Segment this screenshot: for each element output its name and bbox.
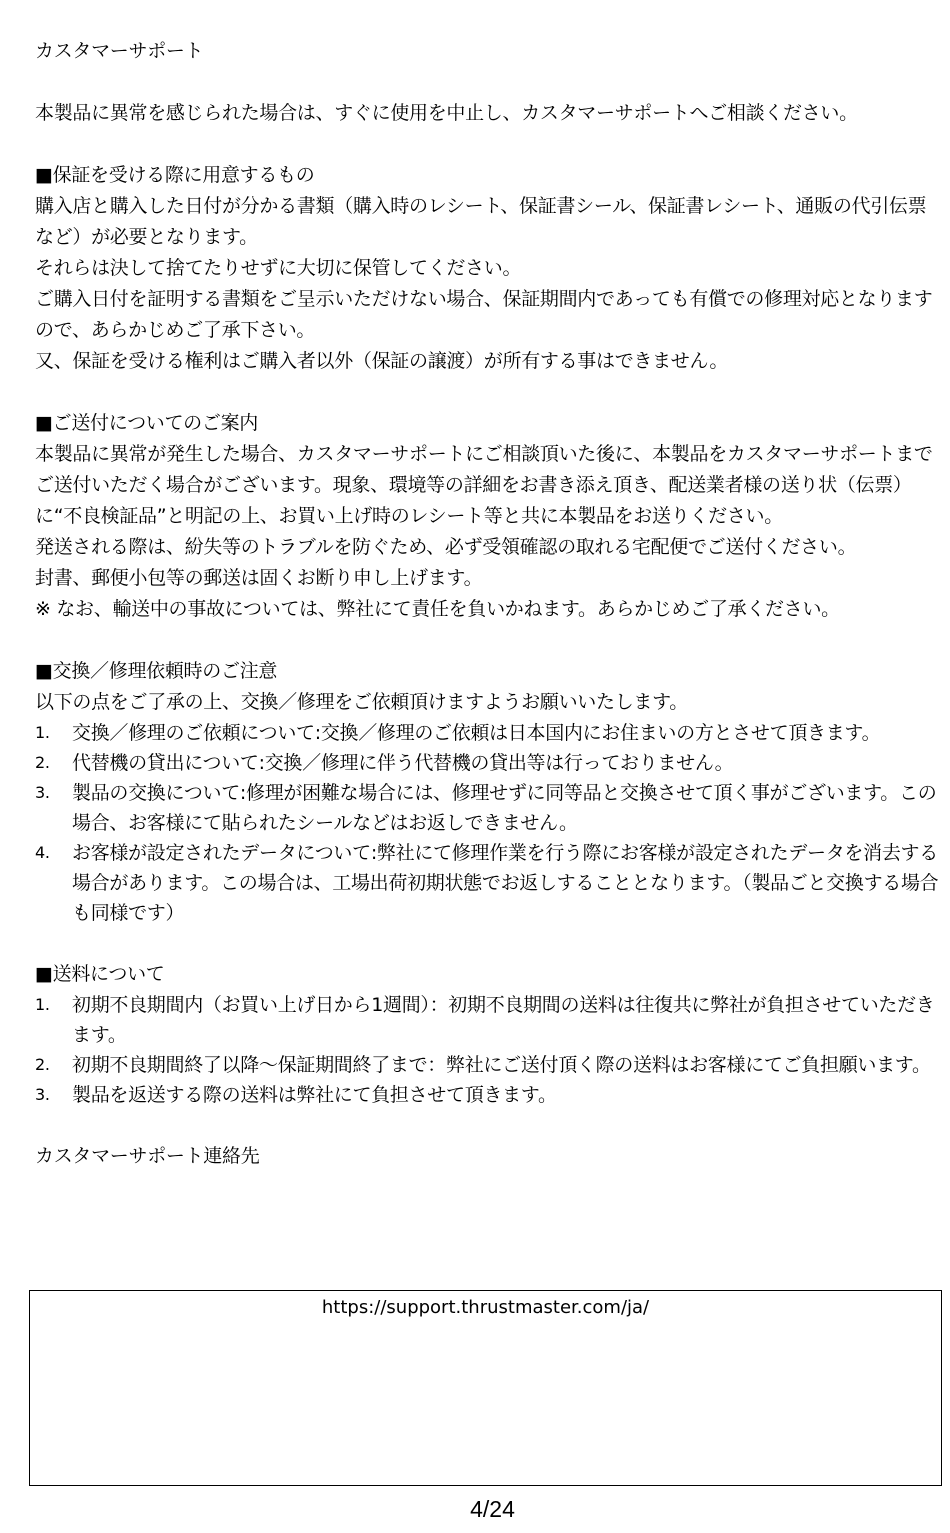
support-url-link[interactable]: https://support.thrustmaster.com/ja/ [321, 1297, 650, 1318]
exchange-intro: 以下の点をご了承の上、交換／修理をご依頼頂けますようお願いいたします。 [35, 691, 688, 713]
page-number: 4/24 [470, 1496, 515, 1522]
spacer [35, 129, 940, 160]
list-number: 2. [35, 753, 50, 772]
shipping-paragraph: 封書、郵便小包等の郵送は固くお断り申し上げます。 [35, 567, 483, 589]
contact-box [29, 1290, 942, 1486]
list-text: お客様が設定されたデータについて:弊社にて修理作業を行う際にお客様が設定されたデータを消去する場合があります。この場合は、工場出荷初期状態でお返しすることとなります。（製品ごと交換する場合も同様です） [72, 842, 939, 924]
spacer [35, 1110, 940, 1141]
shipping-paragraph: 本製品に異常が発生した場合、カスタマーサポートにご相談頂いた後に、本製品をカスタマーサポートまでご送付いただく場合がございます。現象、環境等の詳細をお書き添え頂き、配送業者様の送り状（伝票）に“不良検証品”と明記の上、お買い上げ時のレシート等と共に本製品をお送りください。 [35, 443, 933, 527]
warranty-paragraph: 又、保証を受ける権利はご購入者以外（保証の譲渡）が所有する事はできません。 [35, 350, 729, 372]
spacer [35, 67, 940, 98]
shipping-heading: ■ご送付についてのご案内 [35, 412, 258, 434]
list-text: 代替機の貸出について:交換／修理に伴う代替機の貸出等は行っておりません。 [72, 752, 734, 774]
fees-list [35, 990, 940, 1110]
list-text: 交換／修理のご依頼について:交換／修理のご依頼は日本国内にお住まいの方とさせて頂きます。 [72, 722, 881, 744]
warranty-paragraph: 購入店と購入した日付が分かる書類（購入時のレシート、保証書シール、保証書レシート、通販の代引伝票など）が必要となります。 [35, 195, 927, 248]
list-text: 製品の交換について:修理が困難な場合には、修理せずに同等品と交換させて頂く事がございます。この場合、お客様にて貼られたシールなどはお返しできません。 [72, 782, 937, 834]
list-number: 1. [35, 995, 50, 1014]
list-number: 3. [35, 1085, 50, 1104]
shipping-paragraph: ※ なお、輸送中の事故については、弊社にて責任を負いかねます。あらかじめご了承ください。 [35, 598, 840, 620]
list-item [35, 748, 940, 778]
page-title: カスタマーサポート [35, 40, 204, 62]
document-body [35, 36, 940, 1172]
spacer [35, 625, 940, 656]
spacer [35, 377, 940, 408]
list-item [35, 1080, 940, 1110]
list-item [35, 1050, 940, 1080]
list-number: 4. [35, 843, 50, 862]
list-number: 1. [35, 723, 50, 742]
list-number: 3. [35, 783, 50, 802]
list-number: 2. [35, 1055, 50, 1074]
list-item [35, 838, 940, 928]
warranty-paragraph: ご購入日付を証明する書類をご呈示いただけない場合、保証期間内であっても有償での修理対応となりますので、あらかじめご了承下さい。 [35, 288, 933, 341]
shipping-paragraph: 発送される際は、紛失等のトラブルを防ぐため、必ず受領確認の取れる宅配便でご送付ください。 [35, 536, 857, 558]
spacer [35, 928, 940, 959]
warranty-heading: ■保証を受ける際に用意するもの [35, 164, 315, 186]
fees-heading: ■送料について [35, 963, 165, 985]
contact-title: カスタマーサポート連絡先 [35, 1145, 260, 1167]
intro-text: 本製品に異常を感じられた場合は、すぐに使用を中止し、カスタマーサポートへご相談ください。 [35, 102, 858, 124]
list-item [35, 778, 940, 838]
warranty-paragraph: それらは決して捨てたりせずに大切に保管してください。 [35, 257, 522, 279]
list-item [35, 990, 940, 1050]
exchange-heading: ■交換／修理依頼時のご注意 [35, 660, 278, 682]
list-text: 初期不良期間終了以降～保証期間終了まで：弊社にご送付頂く際の送料はお客様にてご負担願います。 [72, 1054, 931, 1076]
list-item [35, 718, 940, 748]
exchange-list [35, 718, 940, 928]
list-text: 製品を返送する際の送料は弊社にて負担させて頂きます。 [72, 1084, 557, 1106]
list-text: 初期不良期間内（お買い上げ日から1週間）：初期不良期間の送料は往復共に弊社が負担させていただきます。 [72, 994, 935, 1046]
